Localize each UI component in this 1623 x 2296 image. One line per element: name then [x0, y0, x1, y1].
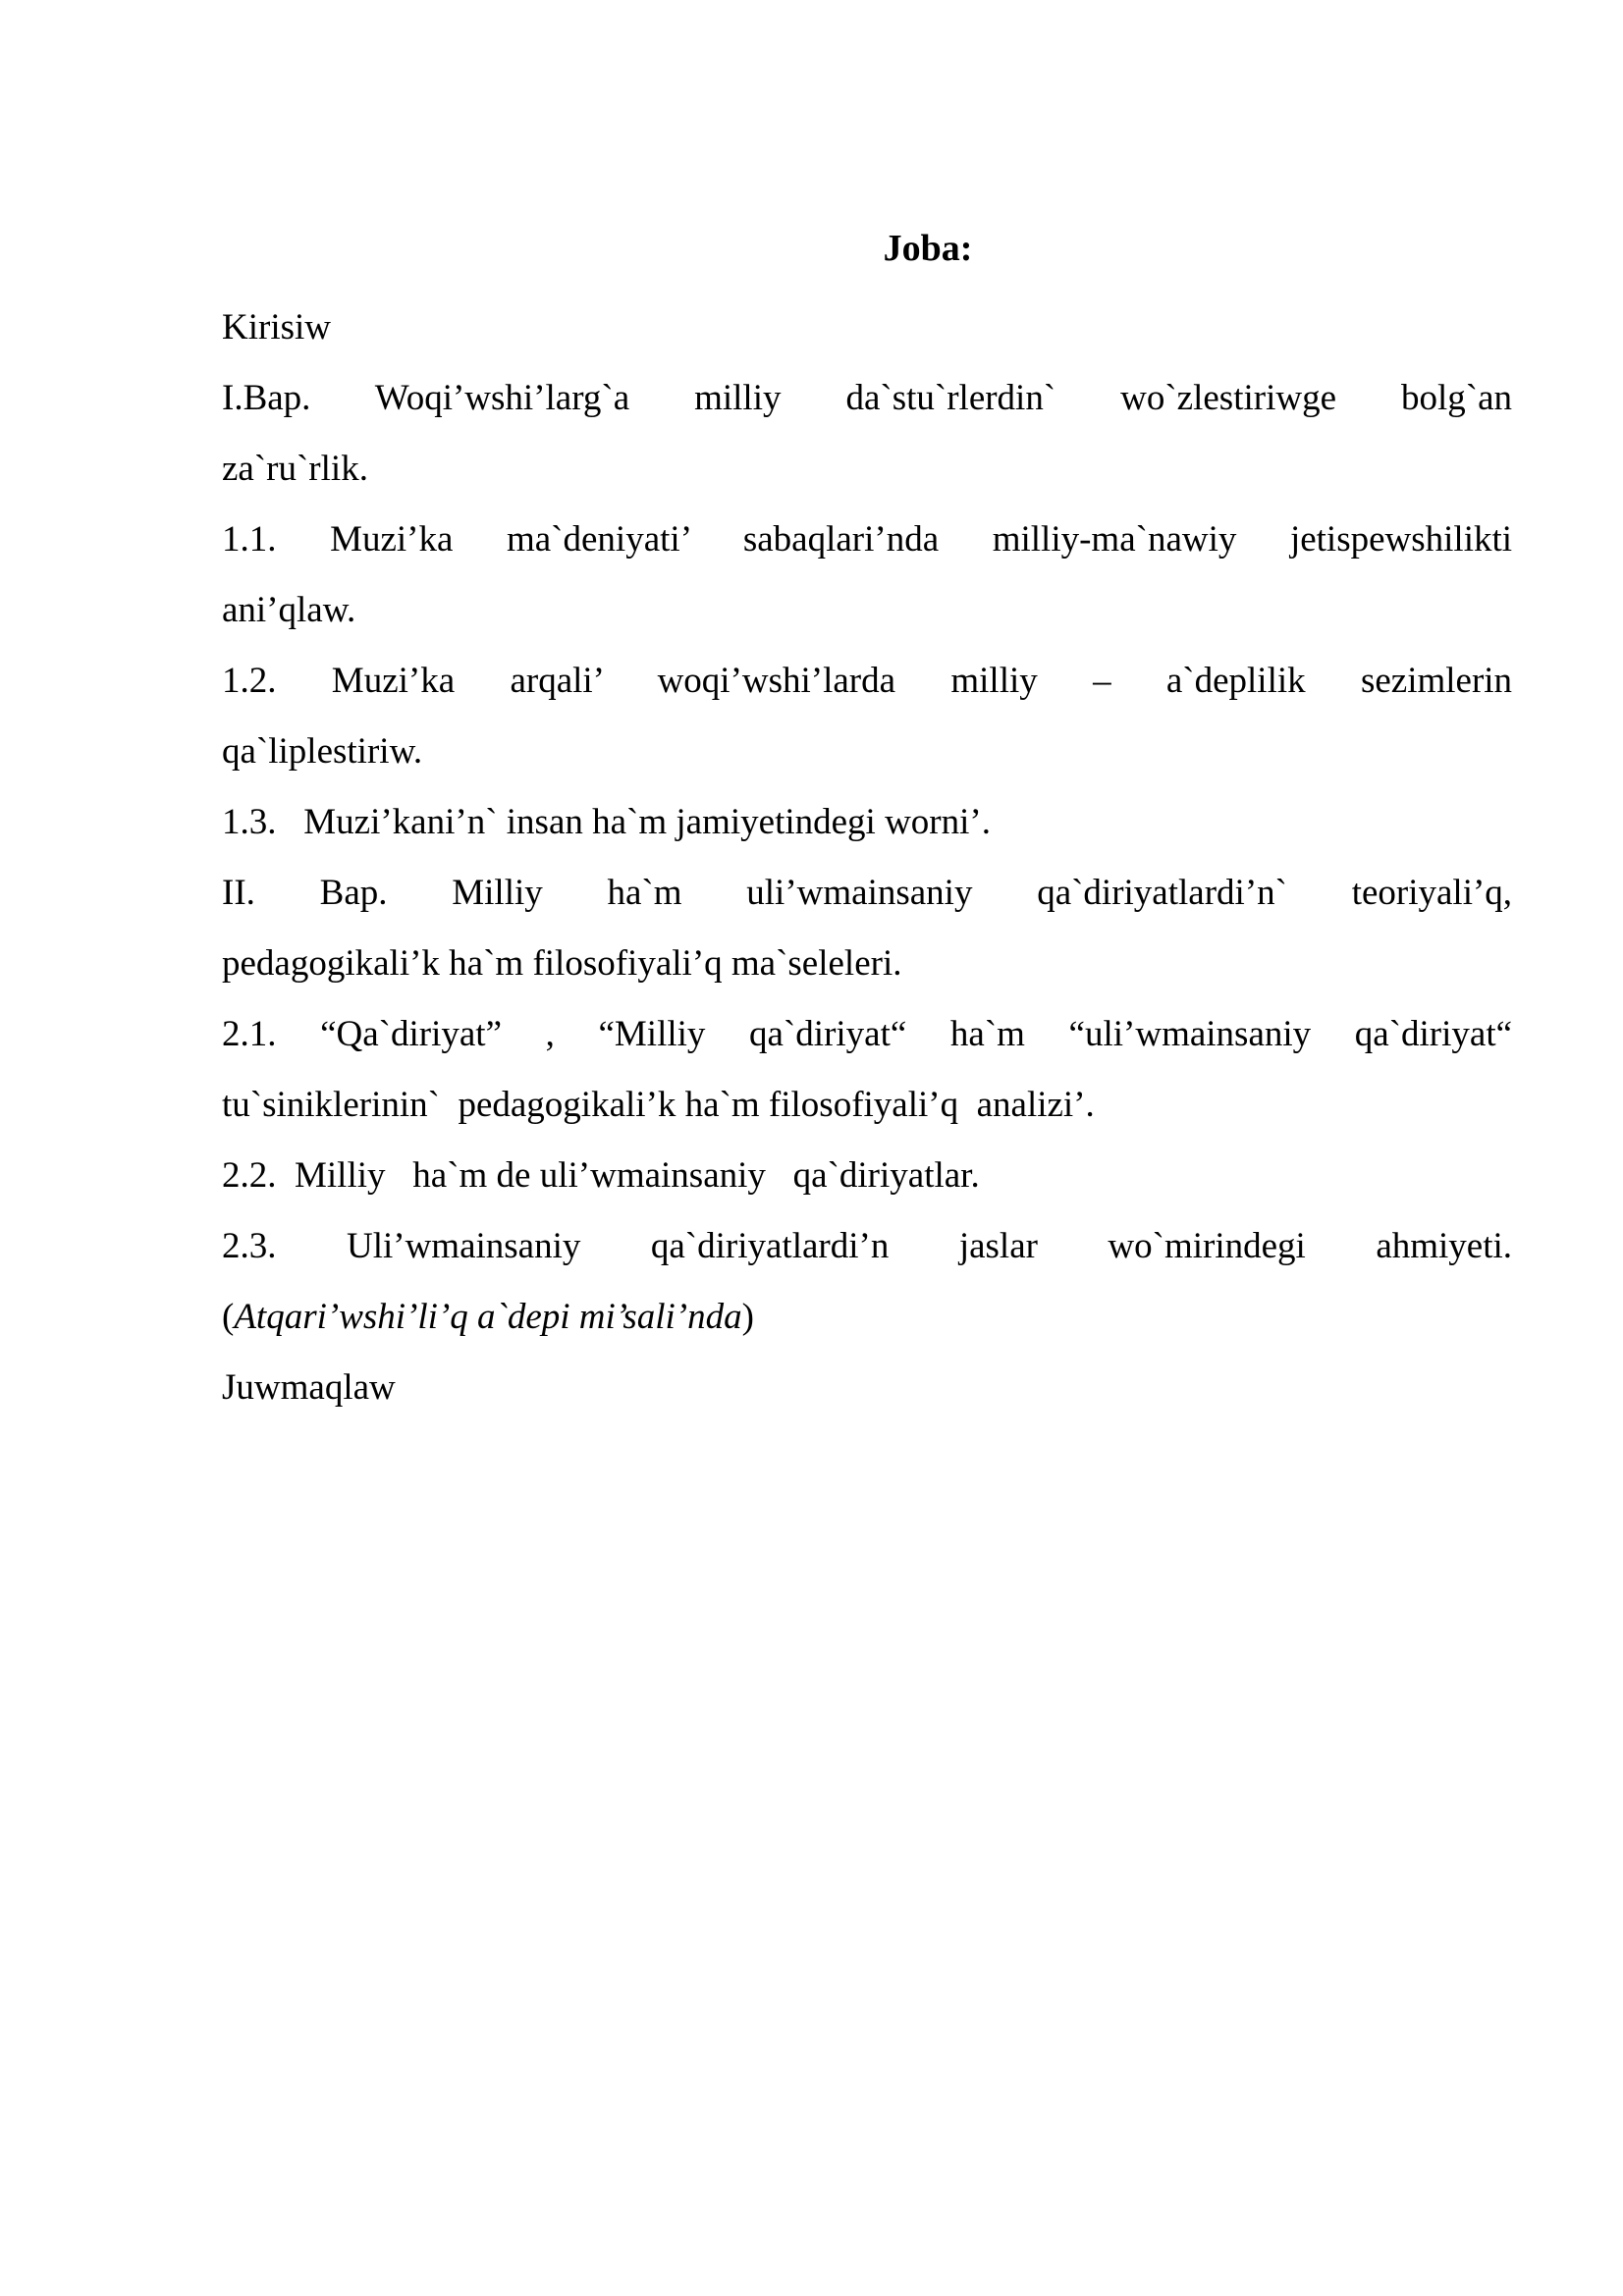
toc-word: , — [545, 1014, 555, 1054]
italic-subtitle: Atqari’wshi’li’q a`depi mi’sali’nda — [234, 1297, 742, 1337]
toc-word: milliy — [694, 378, 782, 418]
toc-word: 1.1. — [222, 519, 277, 560]
toc-word: woqi’wshi’larda — [657, 661, 896, 701]
toc-item-1-2-line-2: qa`liplestiriw. — [222, 731, 423, 772]
toc-chapter-2-line-2: pedagogikali’k ha`m filosofiyali’q ma`seleleri. — [222, 943, 902, 984]
toc-word: Woqi’wshi’larg`a — [374, 378, 630, 418]
toc-item-1-3: 1.3. Muzi’kani’n` insan ha`m jamiyetindegi worni’. — [222, 802, 991, 842]
toc-word: II. — [222, 873, 255, 913]
toc-word: ha`m — [949, 1014, 1025, 1054]
toc-word: I.Bap. — [222, 378, 311, 418]
toc-word: Uli’wmainsaniy — [346, 1226, 581, 1266]
toc-word: jaslar — [958, 1226, 1038, 1266]
toc-word: 2.3. — [222, 1226, 277, 1266]
toc-word: Milliy — [452, 873, 543, 913]
toc-chapter-1-line-2: za`ru`rlik. — [222, 449, 368, 489]
toc-intro: Kirisiw — [222, 307, 331, 347]
toc-chapter-1-line-1 — [222, 363, 1512, 434]
table-of-contents — [222, 293, 1512, 1423]
toc-word: Muzi’ka — [330, 519, 454, 560]
toc-word: bolg`an — [1400, 378, 1513, 418]
toc-word: wo`zlestiriwge — [1120, 378, 1337, 418]
toc-word: qa`diriyat“ — [749, 1014, 907, 1054]
toc-word: uli’wmainsaniy — [746, 873, 973, 913]
toc-item-2-1-line-2: tu`siniklerinin` pedagogikali’k ha`m filosofiyali’q analizi’. — [222, 1085, 1095, 1125]
paren-close: ) — [741, 1297, 754, 1337]
toc-word: ma`deniyati’ — [506, 519, 690, 560]
toc-chapter-2-line-1 — [222, 858, 1512, 929]
toc-word: jetispewshilikti — [1289, 519, 1513, 560]
toc-item-1-1-line-2: ani’qlaw. — [222, 590, 356, 630]
toc-item-2-1-line-1 — [222, 999, 1512, 1070]
toc-word: “Qa`diriyat” — [320, 1014, 503, 1054]
toc-item-2-2: 2.2. Milliy ha`m de uli’wmainsaniy qa`diriyatlar. — [222, 1155, 980, 1196]
toc-word: arqali’ — [510, 661, 603, 701]
toc-word: qa`diriyatlardi’n — [650, 1226, 890, 1266]
toc-item-1-2-line-1 — [222, 646, 1512, 717]
toc-item-2-3-line-2 — [222, 1282, 1512, 1353]
toc-conclusion: Juwmaqlaw — [222, 1367, 396, 1408]
toc-word: sabaqlari’nda — [742, 519, 940, 560]
toc-word: qa`diriyatlardi’n` — [1037, 873, 1287, 913]
toc-word: milliy — [950, 661, 1038, 701]
page-title: Joba: — [883, 228, 973, 269]
toc-word: da`stu`rlerdin` — [845, 378, 1056, 418]
paren-open: ( — [222, 1297, 235, 1337]
toc-word: “uli’wmainsaniy — [1068, 1014, 1312, 1054]
toc-word: qa`diriyat“ — [1354, 1014, 1513, 1054]
toc-item-1-1-line-1 — [222, 505, 1512, 575]
toc-word: Bap. — [319, 873, 388, 913]
toc-word: “Milliy — [598, 1014, 706, 1054]
toc-word: wo`mirindegi — [1108, 1226, 1306, 1266]
toc-word: 2.1. — [222, 1014, 277, 1054]
toc-word: ahmiyeti. — [1376, 1226, 1513, 1266]
toc-item-2-3-line-1 — [222, 1211, 1512, 1282]
toc-word: a`deplilik — [1165, 661, 1306, 701]
toc-word: – — [1093, 661, 1111, 701]
toc-word: sezimlerin — [1360, 661, 1513, 701]
toc-word: milliy-ma`nawiy — [992, 519, 1237, 560]
toc-word: teoriyali’q, — [1351, 873, 1513, 913]
toc-word: ha`m — [607, 873, 682, 913]
toc-word: 1.2. — [222, 661, 277, 701]
toc-word: Muzi’ka — [331, 661, 456, 701]
